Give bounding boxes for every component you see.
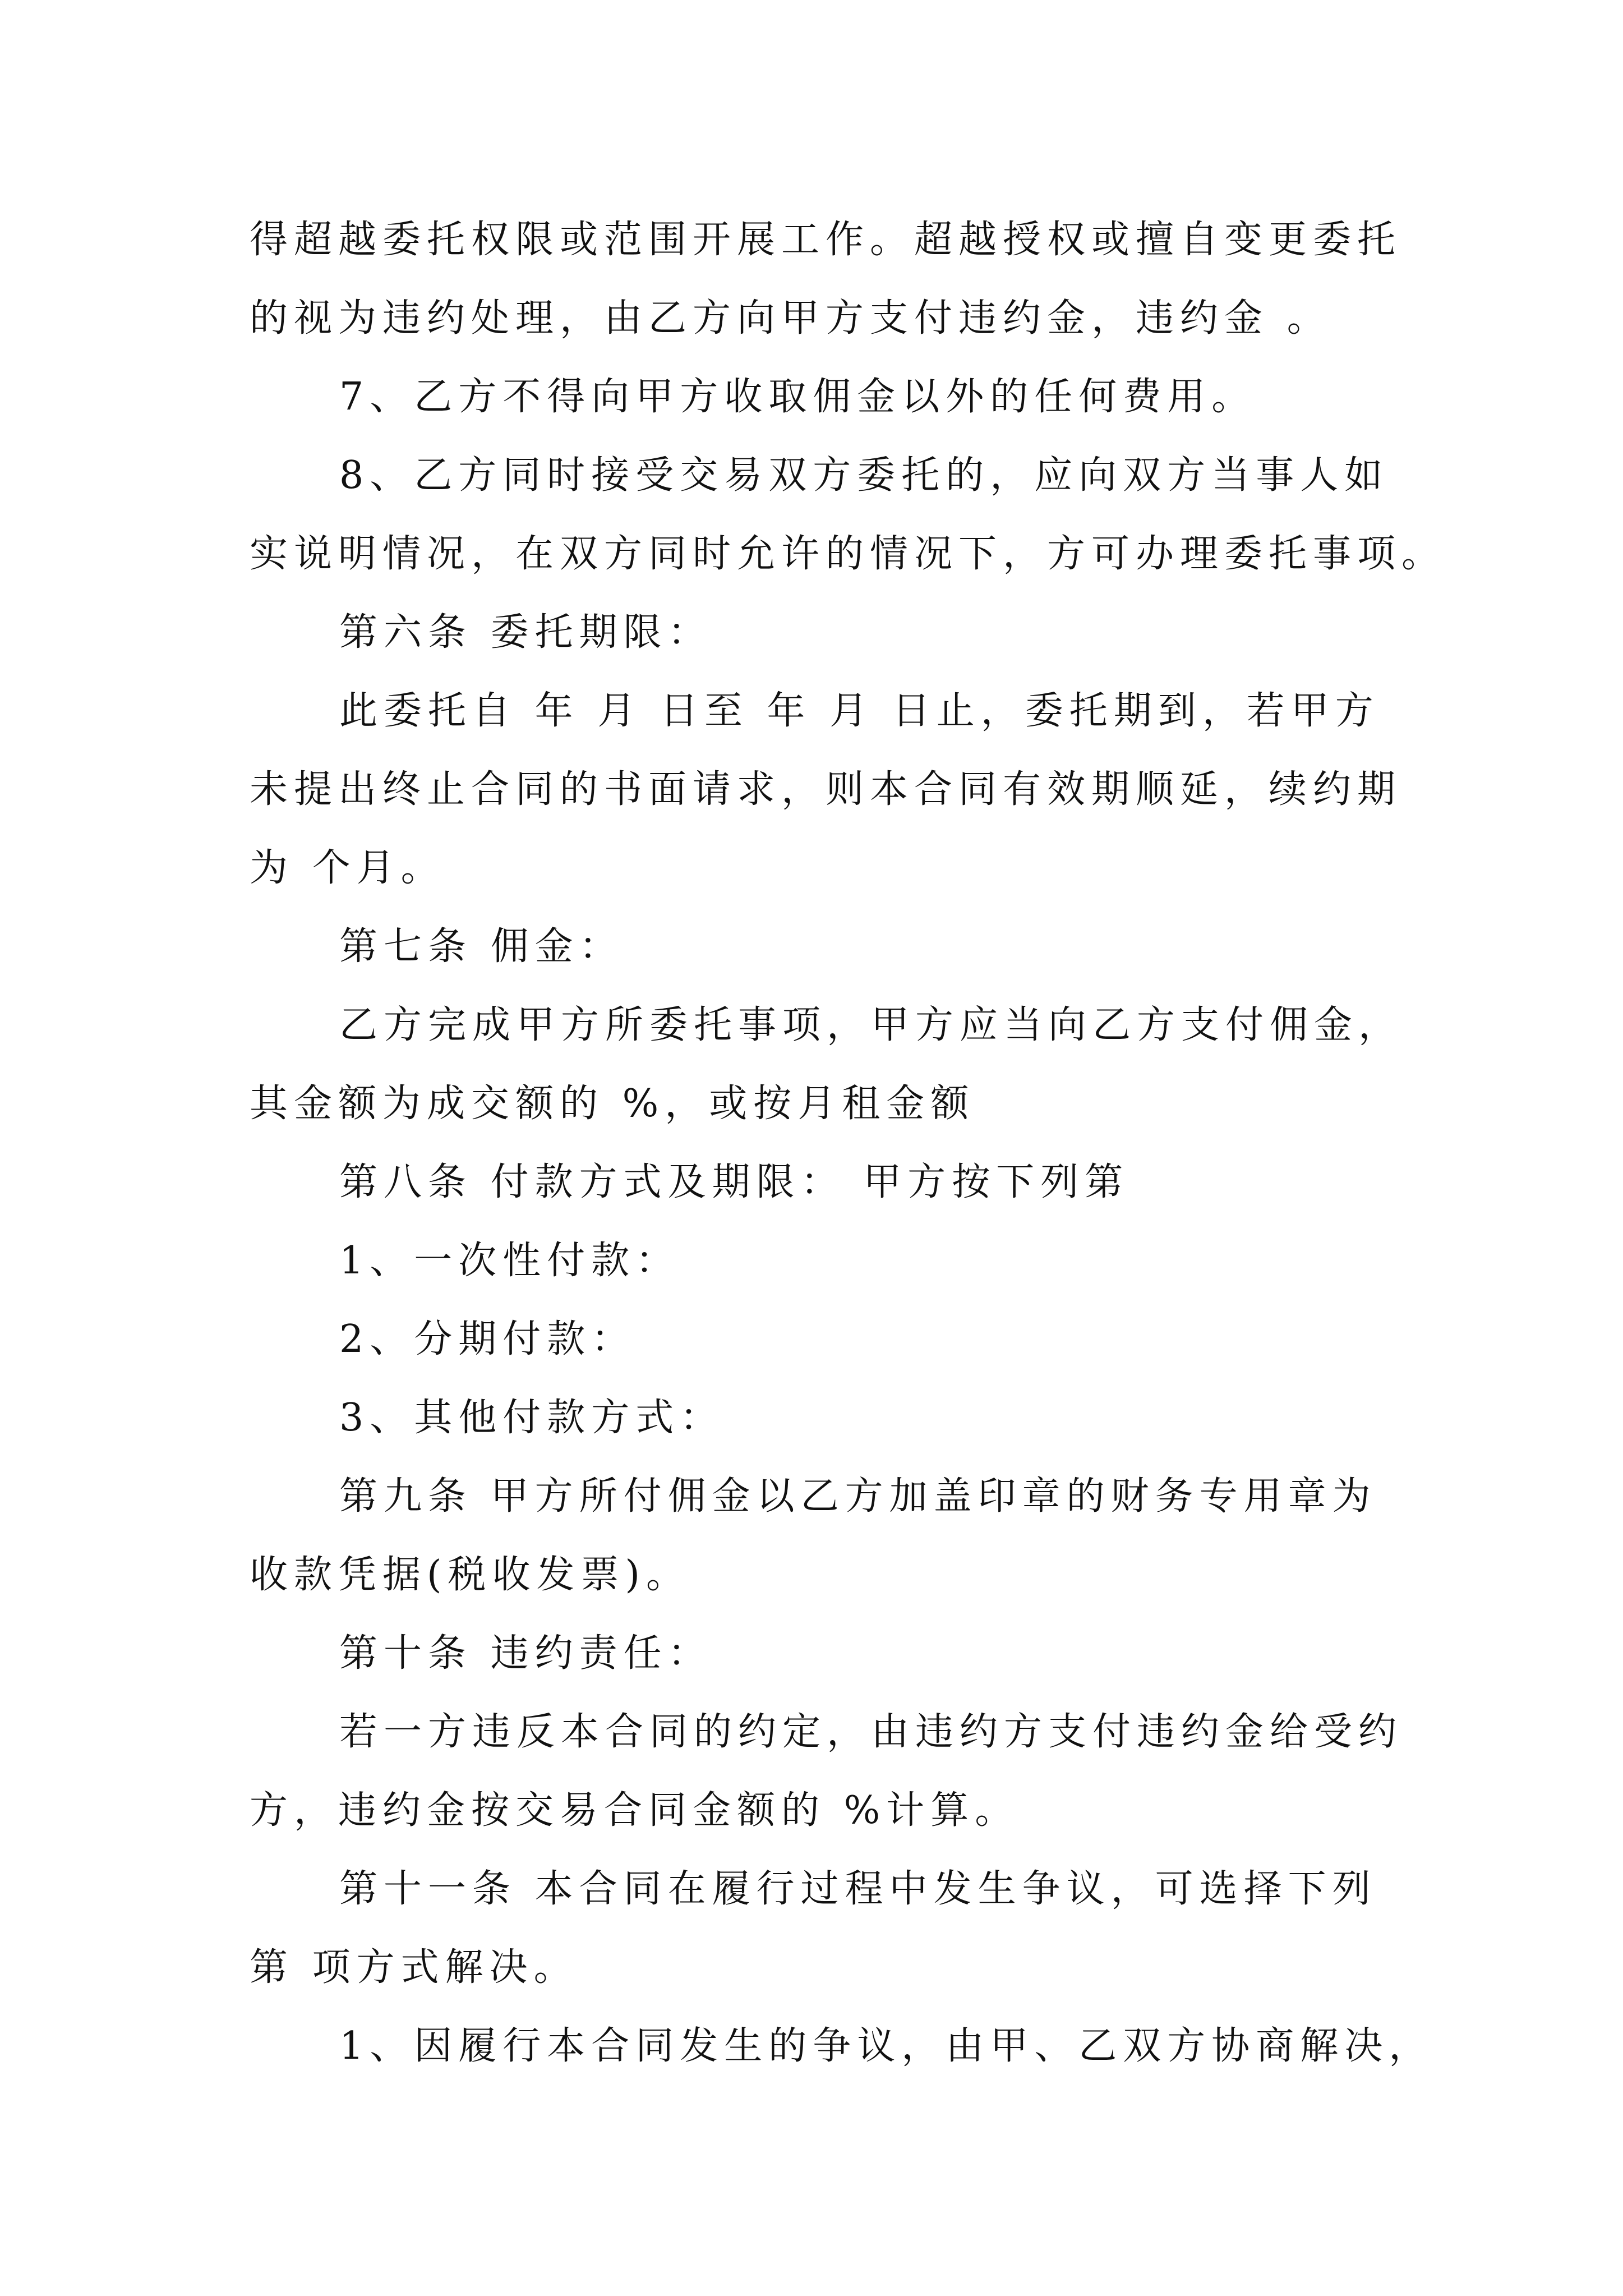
text-line: 第 项方式解决。 [250, 1945, 578, 1990]
section-heading: 第六条 委托期限： [339, 610, 712, 655]
text-line: 若一方违反本合同的约定，由违约方支付违约金给受约 [339, 1710, 1403, 1754]
list-item: 1、因履行本合同发生的争议，由甲、乙双方协商解决， [339, 2024, 1433, 2068]
list-item: 1、一次性付款： [339, 1239, 680, 1283]
list-item: 2、分期付款： [339, 1317, 636, 1361]
text-line: 为 个月。 [250, 846, 445, 890]
text-line: 8、乙方同时接受交易双方委托的，应向双方当事人如 [339, 453, 1389, 498]
section-heading: 第七条 佣金： [339, 924, 624, 969]
text-line: 乙方完成甲方所委托事项，甲方应当向乙方支付佣金， [339, 1003, 1403, 1047]
text-line: 收款凭据(税收发票)。 [250, 1553, 691, 1597]
section-heading: 第十一条 本合同在履行过程中发生争议，可选择下列 [339, 1867, 1377, 1911]
list-item: 3、其他付款方式： [339, 1396, 725, 1440]
section-heading: 第八条 付款方式及期限： 甲方按下列第 [339, 1160, 1129, 1204]
section-heading: 第九条 甲方所付佣金以乙方加盖印章的财务专用章为 [339, 1474, 1377, 1519]
text-line: 其金额为成交额的 %，或按月租金额 [250, 1082, 975, 1126]
text-line: 得超越委托权限或范围开展工作。超越授权或擅自变更委托 [250, 218, 1402, 262]
text-line: 实说明情况，在双方同时允许的情况下，方可办理委托事项。 [250, 532, 1446, 576]
section-heading: 第十条 违约责任： [339, 1631, 712, 1676]
text-line: 方，违约金按交易合同金额的 %计算。 [250, 1788, 1020, 1833]
text-line: 7、乙方不得向甲方收取佣金以外的任何费用。 [339, 375, 1256, 419]
text-line: 未提出终止合同的书面请求，则本合同有效期顺延，续约期 [250, 767, 1402, 812]
text-line: 的视为违约处理，由乙方向甲方支付违约金，违约金 。 [250, 296, 1331, 341]
text-line: 此委托自 年 月 日至 年 月 日止，委托期到，若甲方 [339, 689, 1380, 733]
